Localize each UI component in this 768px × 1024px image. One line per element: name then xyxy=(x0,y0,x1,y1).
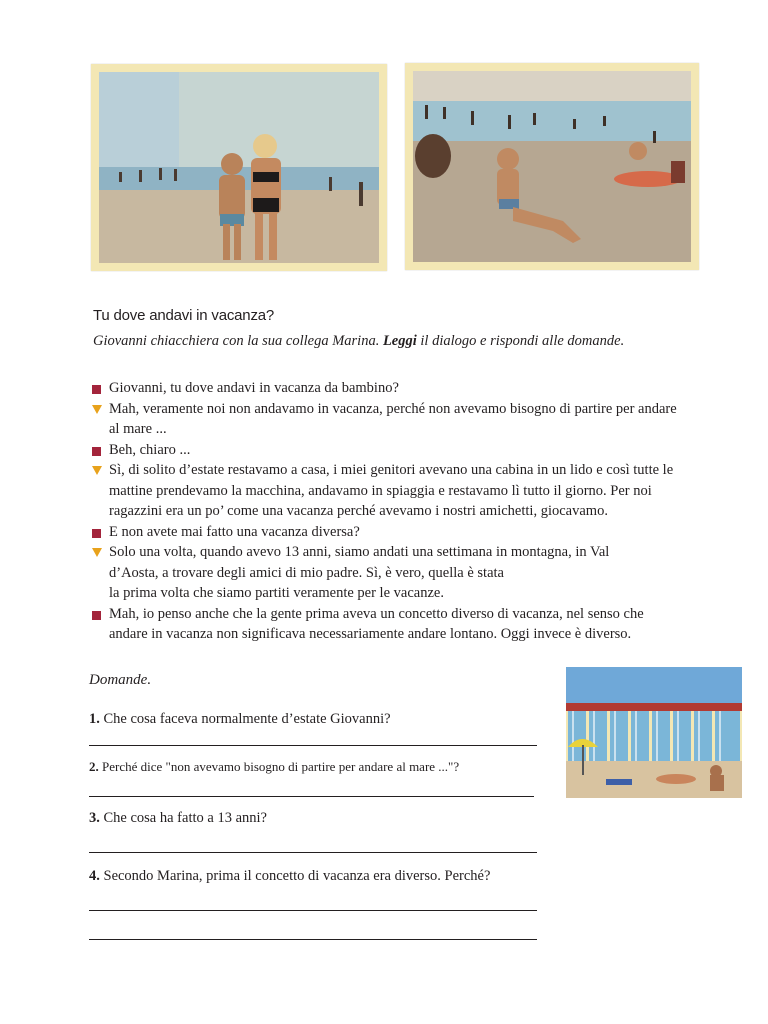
dialog-text: d’Aosta, a trovare degli amici di mio padre. Sì, è vero, quella è stata xyxy=(109,564,504,581)
triangle-marker-icon xyxy=(92,548,102,557)
dialog-text: Beh, chiaro ... xyxy=(109,441,191,458)
instructions: Giovanni chiacchiera con la sua collega Marina. Leggi il dialogo e rispondi alle domande. xyxy=(93,333,625,349)
dialog-line-continuation xyxy=(92,501,732,522)
dialog-line xyxy=(92,604,732,625)
square-marker-icon xyxy=(92,529,101,538)
question-2 xyxy=(89,759,459,775)
answer-line[interactable] xyxy=(89,939,537,940)
dialog-text: al mare ... xyxy=(109,421,167,437)
dialog-line-continuation xyxy=(92,419,732,440)
dialog-line xyxy=(92,460,732,481)
dialog-text: Mah, veramente noi non andavamo in vacanza, perché non avevamo bisogno di partire per andare xyxy=(109,400,677,417)
question-3 xyxy=(89,810,267,827)
dialog-text: ragazzini era un po’ come una vacanza perché avevamo i nostri amichetti, giocavamo. xyxy=(109,503,608,519)
square-marker-icon xyxy=(92,611,101,620)
question-number: 1. xyxy=(89,711,100,727)
question-4 xyxy=(89,868,490,885)
question-1 xyxy=(89,711,391,728)
dialog-line xyxy=(92,378,732,399)
beach-photo-boy xyxy=(405,63,699,270)
dialog-line-continuation xyxy=(92,481,732,502)
dialog-text: andare in vacanza non significava necessariamente andare lontano. Oggi invece è diverso. xyxy=(109,626,632,642)
dialog-line-continuation xyxy=(92,583,732,604)
question-text: Che cosa faceva normalmente d’estate Giovanni? xyxy=(103,711,391,727)
triangle-marker-icon xyxy=(92,466,102,475)
dialog xyxy=(92,378,732,645)
question-number: 3. xyxy=(89,810,100,826)
question-text: Secondo Marina, prima il concetto di vacanza era diverso. Perché? xyxy=(103,868,491,884)
question-text: Perché dice "non avevamo bisogno di partire per andare al mare ..."? xyxy=(102,759,460,774)
worksheet-title: Tu dove andavi in vacanza? xyxy=(93,307,275,324)
question-number: 2. xyxy=(89,759,99,774)
dialog-line xyxy=(92,542,732,563)
dialog-text: mattine prendevamo la macchina, andavamo in spiaggia e restavamo lì tutto il giorno. Per noi xyxy=(109,482,652,499)
dialog-line-continuation xyxy=(92,563,732,584)
question-number: 4. xyxy=(89,868,100,884)
answer-line[interactable] xyxy=(89,852,537,853)
square-marker-icon xyxy=(92,385,101,394)
dialog-text: Mah, io penso anche che la gente prima aveva un concetto diverso di vacanza, nel senso che xyxy=(109,605,644,622)
beach-cabins-photo xyxy=(566,667,742,798)
questions-heading: Domande. xyxy=(89,672,152,688)
square-marker-icon xyxy=(92,447,101,456)
dialog-text: Sì, di solito d’estate restavamo a casa, i miei genitori avevano una cabina in un lido e così tutte le xyxy=(109,462,674,478)
dialog-text: E non avete mai fatto una vacanza diversa? xyxy=(109,523,360,540)
answer-line[interactable] xyxy=(89,910,537,911)
answer-line[interactable] xyxy=(89,796,534,797)
dialog-line-continuation xyxy=(92,624,732,645)
dialog-line xyxy=(92,522,732,543)
dialog-line xyxy=(92,399,732,420)
dialog-text: Giovanni, tu dove andavi in vacanza da bambino? xyxy=(109,380,399,396)
answer-line[interactable] xyxy=(89,745,537,746)
triangle-marker-icon xyxy=(92,405,102,414)
dialog-text: la prima volta che siamo partiti veramente per le vacanze. xyxy=(109,585,444,601)
dialog-text: Solo una volta, quando avevo 13 anni, siamo andati una settimana in montagna, in Val xyxy=(109,544,610,560)
beach-photo-children xyxy=(91,64,387,271)
dialog-line xyxy=(92,440,732,461)
question-text: Che cosa ha fatto a 13 anni? xyxy=(103,810,267,826)
instruction-verb: Leggi xyxy=(382,333,417,349)
